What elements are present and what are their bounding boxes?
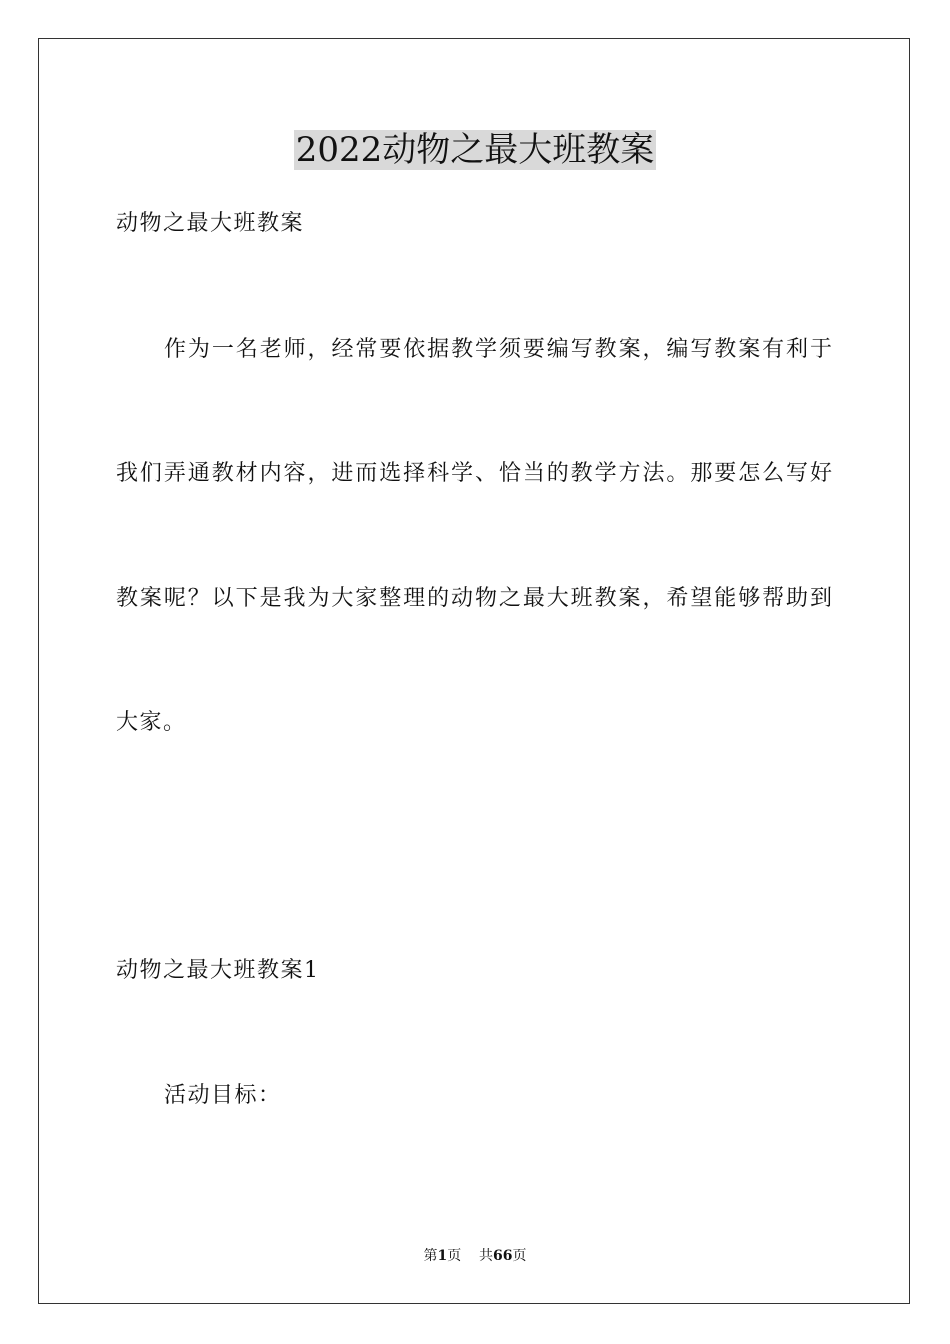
intro-line-3: 教案呢？以下是我为大家整理的动物之最大班教案，希望能够帮助到 [116, 586, 832, 611]
page-current-prefix: 第 [423, 1248, 438, 1264]
page-current-number: 1 [437, 1248, 448, 1264]
page-total-prefix: 共 [479, 1248, 494, 1264]
intro-line-1: 作为一名老师，经常要依据教学须要编写教案，编写教案有利于 [164, 337, 832, 362]
intro-line-4: 大家。 [116, 710, 187, 735]
section-heading: 动物之最大班教案1 [116, 958, 320, 983]
activity-goal-label: 活动目标： [164, 1083, 282, 1108]
page-current-suffix: 页 [447, 1248, 462, 1264]
document-title-text: 2022动物之最大班教案 [295, 130, 655, 170]
page-footer [0, 1247, 950, 1265]
document-subtitle: 动物之最大班教案 [116, 211, 305, 236]
page-total-number: 66 [493, 1248, 513, 1264]
page-total-suffix: 页 [512, 1248, 527, 1264]
document-title [0, 128, 950, 172]
intro-line-2: 我们弄通教材内容，进而选择科学、恰当的教学方法。那要怎么写好 [116, 461, 832, 486]
